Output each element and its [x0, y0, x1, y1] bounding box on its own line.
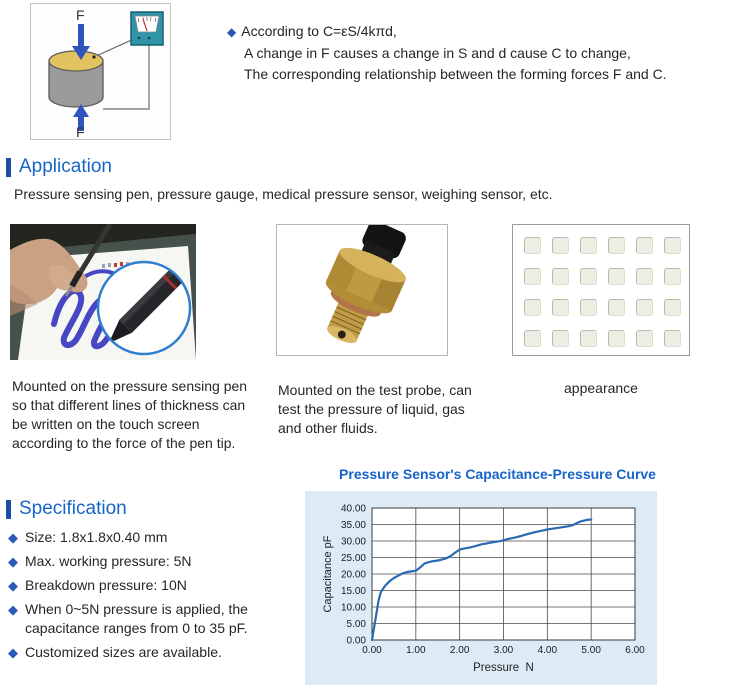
diamond-bullet-icon: ◆ — [8, 645, 18, 660]
figure-pressure-pen-photo — [10, 224, 196, 360]
sensor-chip — [524, 299, 541, 316]
chart-y-axis-label: Capacitance pF — [322, 535, 334, 613]
diamond-bullet-icon: ◆ — [8, 578, 18, 593]
spec-item-text: Max. working pressure: 5N — [25, 553, 192, 569]
application-header — [6, 156, 112, 178]
spec-list — [8, 528, 277, 667]
chart-plot-svg — [305, 491, 657, 685]
sensor-chip — [552, 330, 569, 347]
sensor-chip — [608, 299, 625, 316]
force-label-bottom: F — [76, 124, 85, 139]
svg-text:1.00: 1.00 — [406, 645, 426, 656]
svg-text:2.00: 2.00 — [449, 645, 470, 656]
application-title: Application — [19, 156, 112, 177]
svg-text:30.00: 30.00 — [340, 536, 366, 548]
principle-line-1: ◆ According to C=εS/4kπd, — [227, 23, 397, 39]
svg-text:4.00: 4.00 — [537, 645, 558, 656]
specification-header — [6, 498, 127, 520]
sensor-chip — [636, 237, 653, 254]
spec-item-text: Breakdown pressure: 10N — [25, 577, 187, 593]
figure-caption-2: Mounted on the test probe, can test the pressure of liquid, gas and other fluids. — [278, 382, 472, 436]
spec-item — [8, 600, 277, 638]
spec-item — [8, 643, 277, 662]
sensor-chip — [580, 330, 597, 347]
sensor-chip — [524, 330, 541, 347]
sensor-chip — [580, 268, 597, 285]
spec-item-text: When 0~5N pressure is applied, the capacitance ranges from 0 to 35 pF. — [25, 601, 248, 636]
diamond-bullet-icon: ◆ — [8, 554, 18, 569]
diamond-bullet-icon: ◆ — [8, 602, 18, 617]
chart-x-axis-label: Pressure N — [473, 662, 534, 674]
header-bar — [6, 158, 11, 177]
principle-line-3: The corresponding relationship between the forming forces F and C. — [244, 66, 667, 82]
svg-text:25.00: 25.00 — [340, 553, 366, 564]
pressure-probe-illustration — [277, 225, 447, 355]
sensor-chip — [636, 330, 653, 347]
svg-text:3.00: 3.00 — [493, 645, 514, 656]
svg-text:15.00: 15.00 — [340, 586, 366, 597]
sensor-chip — [608, 330, 625, 347]
capacitance-pressure-chart — [305, 491, 657, 685]
sensor-chip — [636, 299, 653, 316]
force-label-top: F — [76, 7, 85, 23]
figure-test-probe-photo — [276, 224, 448, 356]
header-bar — [6, 500, 11, 519]
sensor-chip — [608, 268, 625, 285]
sensor-chip — [664, 237, 681, 254]
sensor-chip — [664, 268, 681, 285]
figure-caption-1: Mounted on the pressure sensing pen so that different lines of thickness can be written on the touch screen according to the force of the pen tip. — [12, 378, 248, 451]
spec-item — [8, 576, 277, 595]
capacitor-cylinder — [49, 51, 103, 107]
spec-item — [8, 528, 277, 547]
sensor-chip — [580, 237, 597, 254]
sensor-chip — [524, 237, 541, 254]
sensor-chip — [552, 237, 569, 254]
sensor-chip — [524, 268, 541, 285]
svg-text:10.00: 10.00 — [340, 602, 366, 614]
sensor-array-grid — [512, 224, 690, 356]
capacitor-force-diagram — [30, 3, 171, 140]
svg-text:40.00: 40.00 — [340, 503, 366, 515]
chart-title: Pressure Sensor's Capacitance-Pressure Curve — [339, 466, 656, 482]
svg-text:6.00: 6.00 — [625, 645, 645, 656]
capacitance-meter-icon — [131, 12, 163, 45]
spec-item — [8, 552, 277, 571]
specification-title: Specification — [19, 498, 127, 519]
svg-text:5.00: 5.00 — [346, 619, 366, 630]
sensor-chip — [580, 299, 597, 316]
principle-text — [227, 21, 667, 85]
sensor-chip — [552, 299, 569, 316]
application-description: Pressure sensing pen, pressure gauge, medical pressure sensor, weighing sensor, etc. — [14, 186, 553, 202]
svg-text:5.00: 5.00 — [581, 645, 601, 656]
sensor-chip — [664, 299, 681, 316]
capacitor-force-diagram-svg — [31, 4, 170, 139]
figure-caption-3: appearance — [564, 380, 638, 396]
spec-item-text: Customized sizes are available. — [25, 644, 222, 660]
svg-text:20.00: 20.00 — [340, 569, 366, 581]
principle-line-2: A change in F causes a change in S and d cause C to change, — [244, 45, 631, 61]
svg-text:35.00: 35.00 — [340, 520, 366, 531]
svg-text:0.00: 0.00 — [362, 645, 382, 656]
spec-item-text: Size: 1.8x1.8x0.40 mm — [25, 529, 168, 545]
sensor-chip — [552, 268, 569, 285]
sensor-chip — [608, 237, 625, 254]
diamond-bullet-icon: ◆ — [227, 25, 237, 39]
pen-photo-illustration — [10, 224, 196, 360]
sensor-chip — [636, 268, 653, 285]
diamond-bullet-icon: ◆ — [8, 530, 18, 545]
sensor-chip — [664, 330, 681, 347]
svg-text:0.00: 0.00 — [346, 635, 366, 647]
